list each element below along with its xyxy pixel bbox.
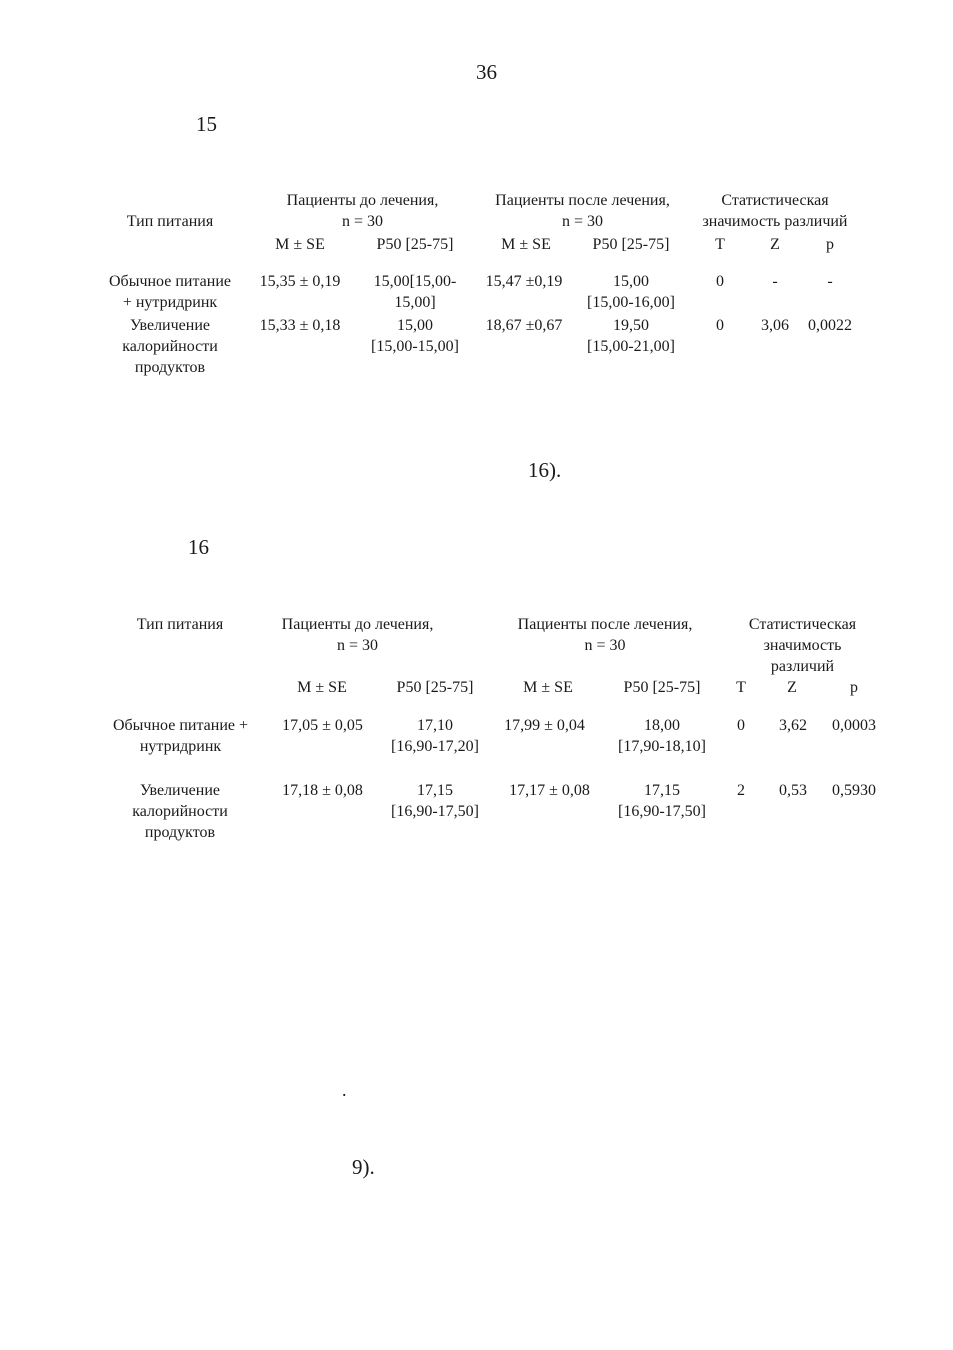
row-mse-after: 17,99 ± 0,04 [504, 717, 585, 734]
table-16-sub-t: T [736, 679, 746, 696]
row-z: 3,06 [761, 317, 789, 334]
table-16-sub-mse-after: M ± SE [523, 679, 573, 696]
row-p50-after: 19,50 [15,00-21,00] [587, 317, 675, 355]
row-p50-after: 18,00 [17,90-18,10] [618, 717, 706, 755]
row-mse-before: 15,35 ± 0,19 [259, 273, 341, 290]
row-mse-after: 15,47 ±0,19 [485, 273, 563, 290]
row-p: 0,0022 [808, 317, 852, 334]
row-z: 0,53 [779, 782, 807, 799]
table-15-sub-p50-before: P50 [25-75] [376, 236, 454, 253]
table-15-sub-mse-before: M ± SE [275, 236, 325, 253]
table-15-sub-t: T [715, 236, 725, 253]
row-t: 2 [737, 782, 745, 799]
row-type: Обычное питание + нутридринк [112, 717, 248, 755]
row-t: 0 [737, 717, 745, 734]
table-16-sub-p: p [850, 679, 858, 696]
table-15-number: 15 [196, 112, 217, 136]
table-15-sub-p: p [826, 236, 834, 253]
row-z: 3,62 [779, 717, 807, 734]
table-16-sub-p50-after: P50 [25-75] [623, 679, 701, 696]
row-p: - [827, 273, 833, 290]
row-p50-before: 17,10 [16,90-17,20] [391, 717, 479, 755]
stray-dot: . [342, 1080, 347, 1100]
row-p50-before: 15,00[15,00- 15,00] [373, 273, 457, 311]
row-mse-before: 17,05 ± 0,05 [282, 717, 363, 734]
table-16-header-before: Пациенты до лечения, n = 30 [281, 616, 434, 654]
table-15-header-type: Тип питания [126, 213, 214, 230]
row-mse-after: 18,67 ±0,67 [485, 317, 563, 334]
table-15-header-after: Пациенты после лечения, n = 30 [495, 192, 670, 230]
row-type: Обычное питание + нутридринк [109, 273, 231, 311]
table-16-header-type: Тип питания [136, 616, 224, 633]
row-mse-after: 17,17 ± 0,08 [509, 782, 590, 799]
row-t: 0 [716, 273, 724, 290]
row-p50-before: 17,15 [16,90-17,50] [391, 782, 479, 820]
table-15-sub-p50-after: P50 [25-75] [592, 236, 670, 253]
row-p: 0,0003 [832, 717, 876, 734]
row-t: 0 [716, 317, 724, 334]
table-16-number: 16 [188, 535, 209, 559]
row-p: 0,5930 [832, 782, 876, 799]
table-15-sub-z: Z [770, 236, 780, 253]
table-16-header-stat: Статистическая значимость различий [748, 616, 857, 675]
table-15-header-before: Пациенты до лечения, n = 30 [286, 192, 439, 230]
reference-16: 16). [528, 458, 562, 482]
row-p50-before: 15,00 [15,00-15,00] [371, 317, 459, 355]
table-15-header-stat: Статистическая значимость различий [702, 192, 848, 230]
table-16-sub-z: Z [787, 679, 797, 696]
row-z: - [772, 273, 778, 290]
row-mse-before: 17,18 ± 0,08 [282, 782, 363, 799]
reference-9: 9). [352, 1155, 375, 1179]
table-16-sub-p50-before: P50 [25-75] [396, 679, 474, 696]
row-p50-after: 17,15 [16,90-17,50] [618, 782, 706, 820]
row-p50-after: 15,00 [15,00-16,00] [587, 273, 675, 311]
row-mse-before: 15,33 ± 0,18 [259, 317, 341, 334]
table-16-header-after: Пациенты после лечения, n = 30 [517, 616, 693, 654]
table-16-sub-mse-before: M ± SE [297, 679, 347, 696]
row-type: Увеличение калорийности продуктов [132, 782, 228, 841]
row-type: Увеличение калорийности продуктов [122, 317, 218, 376]
page-number: 36 [476, 60, 497, 84]
table-15-sub-mse-after: M ± SE [501, 236, 551, 253]
